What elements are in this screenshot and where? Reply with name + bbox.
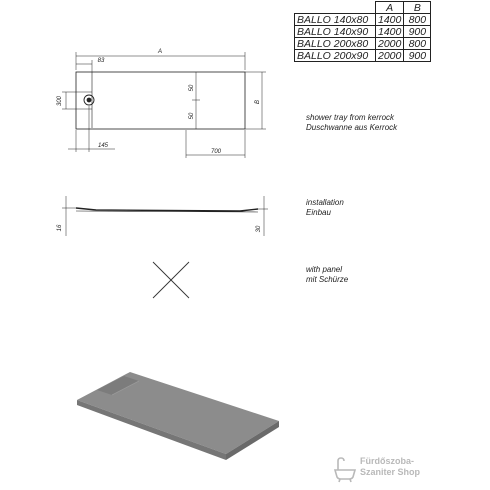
value-b: 800 xyxy=(404,38,431,50)
tray-material-en: shower tray from kerrock xyxy=(306,113,395,122)
no-panel-cross-icon xyxy=(153,262,189,298)
side-view-drawing xyxy=(62,196,268,236)
dim-label-a: A xyxy=(157,49,163,55)
tray-material-de: Duschwanne aus Kerrock xyxy=(306,123,398,132)
dim-label-83: 83 xyxy=(97,58,105,64)
size-table-header-b: B xyxy=(404,2,431,14)
dim-label-b: B xyxy=(255,99,261,105)
model-name: BALLO 140x90 xyxy=(295,26,376,38)
value-b: 900 xyxy=(404,26,431,38)
dim-label-145: 145 xyxy=(97,143,109,149)
dim-label-50-lower: 50 xyxy=(189,112,195,120)
value-a: 1400 xyxy=(376,14,404,26)
panel-note xyxy=(306,265,348,285)
dim-label-16: 16 xyxy=(57,224,63,232)
dim-label-50-upper: 50 xyxy=(189,84,195,92)
tray-outline xyxy=(76,72,245,129)
installation-en: installation xyxy=(306,198,344,207)
value-a: 2000 xyxy=(376,50,404,62)
value-b: 900 xyxy=(404,50,431,62)
value-a: 1400 xyxy=(376,26,404,38)
top-view-drawing xyxy=(62,52,266,158)
model-name: BALLO 200x80 xyxy=(295,38,376,50)
panel-de: mit Schürze xyxy=(306,275,349,284)
bathtub-icon-lines xyxy=(335,458,355,482)
value-b: 800 xyxy=(404,14,431,26)
size-table-header-a: A xyxy=(376,2,404,14)
tray-profile xyxy=(76,208,258,211)
watermark-text xyxy=(360,456,420,478)
installation-de: Einbau xyxy=(306,208,331,217)
tub-body xyxy=(335,470,355,479)
watermark-line-2: Szaniter Shop xyxy=(360,467,421,477)
tray-material-note xyxy=(306,113,397,133)
tray-render xyxy=(77,372,279,460)
installation-note xyxy=(306,198,344,218)
dim-label-300: 300 xyxy=(57,95,63,107)
model-name: BALLO 200x90 xyxy=(295,50,376,62)
bathtub-icon xyxy=(332,456,358,484)
watermark xyxy=(330,456,480,486)
value-a: 2000 xyxy=(376,38,404,50)
drain-center-icon xyxy=(87,98,91,102)
dim-label-30: 30 xyxy=(256,225,262,233)
dim-label-700: 700 xyxy=(210,149,222,155)
panel-en: with panel xyxy=(306,265,343,274)
model-name: BALLO 140x80 xyxy=(295,14,376,26)
tub-faucet xyxy=(338,458,344,470)
watermark-line-1: Fürdőszoba- xyxy=(360,456,414,466)
